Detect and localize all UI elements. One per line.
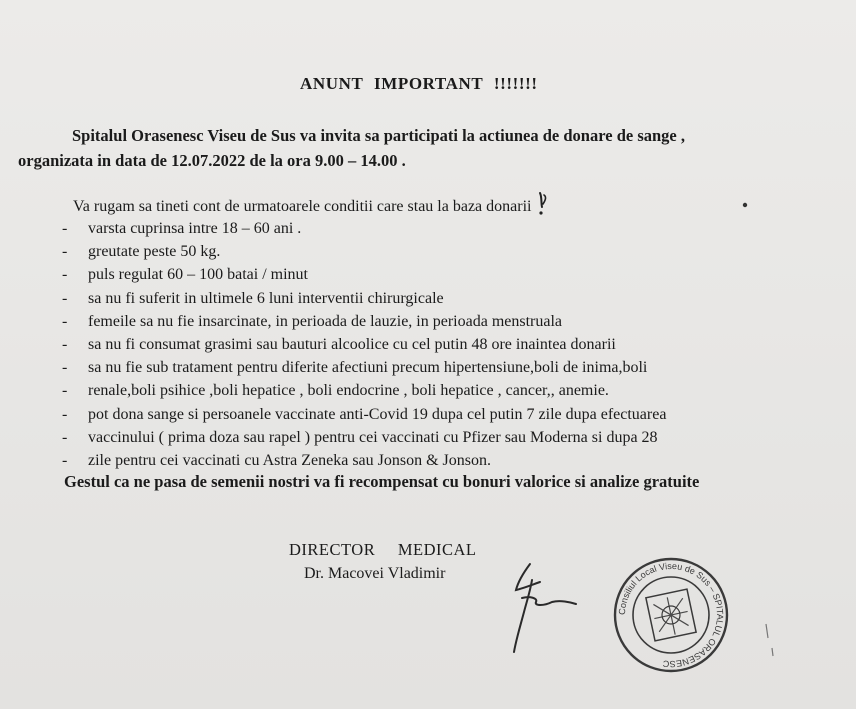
condition-item: - varsta cuprinsa intre 18 – 60 ani . <box>62 217 666 240</box>
handwritten-exclamation-mark <box>535 191 549 217</box>
conditions-lead <box>73 191 549 217</box>
condition-item: - sa nu fi consumat grasimi sau bauturi alcoolice cu cel putin 48 ore inaintea donarii <box>62 333 666 356</box>
ink-speck <box>760 620 780 660</box>
condition-item: - puls regulat 60 – 100 batai / minut <box>62 263 666 286</box>
signatory-role: DIRECTOR MEDICAL <box>289 540 477 559</box>
condition-item: - sa nu fie sub tratament pentru diferite afectiuni precum hipertensiune,boli de inima,boli <box>62 356 666 379</box>
conditions-list <box>62 217 666 472</box>
condition-item: - vaccinului ( prima doza sau rapel ) pentru cei vaccinati cu Pfizer sau Moderna si dupa 28 <box>62 426 666 449</box>
intro-line-1: Spitalul Orasenesc Viseu de Sus va invita sa participati la actiunea de donare de sange , <box>72 126 685 145</box>
closing-statement: Gestul ca ne pasa de semenii nostri va fi recompensat cu bonuri valorice si analize gratuite <box>64 472 700 491</box>
ink-dot <box>740 200 750 210</box>
condition-item: - sa nu fi suferit in ultimele 6 luni interventii chirurgicale <box>62 287 666 310</box>
condition-item: - renale,boli psihice ,boli hepatice , boli endocrine , boli hepatice , cancer,, anemie. <box>62 379 666 402</box>
condition-item: - greutate peste 50 kg. <box>62 240 666 263</box>
official-stamp <box>610 555 732 675</box>
handwritten-signature <box>500 552 590 662</box>
conditions-lead-text: Va rugam sa tineti cont de urmatoarele conditii care stau la baza donarii <box>73 198 532 215</box>
condition-item: - zile pentru cei vaccinati cu Astra Zeneka sau Jonson & Jonson. <box>62 449 666 472</box>
intro-line-2: organizata in data de 12.07.2022 de la ora 9.00 – 14.00 . <box>18 151 406 170</box>
stamp-ring-text: Consiliul Local Viseu de Sus – SPITALUL ORASENESC <box>616 560 726 670</box>
condition-item: - femeile sa nu fie insarcinate, in perioada de lauzie, in perioada menstruala <box>62 310 666 333</box>
signatory-name: Dr. Macovei Vladimir <box>304 565 446 582</box>
condition-item: - pot dona sange si persoanele vaccinate anti-Covid 19 dupa cel putin 7 zile dupa efectuarea <box>62 403 666 426</box>
intro-paragraph <box>0 123 856 173</box>
notice-title: ANUNT IMPORTANT !!!!!!! <box>300 74 538 93</box>
stamp-emblem-icon <box>646 589 696 641</box>
